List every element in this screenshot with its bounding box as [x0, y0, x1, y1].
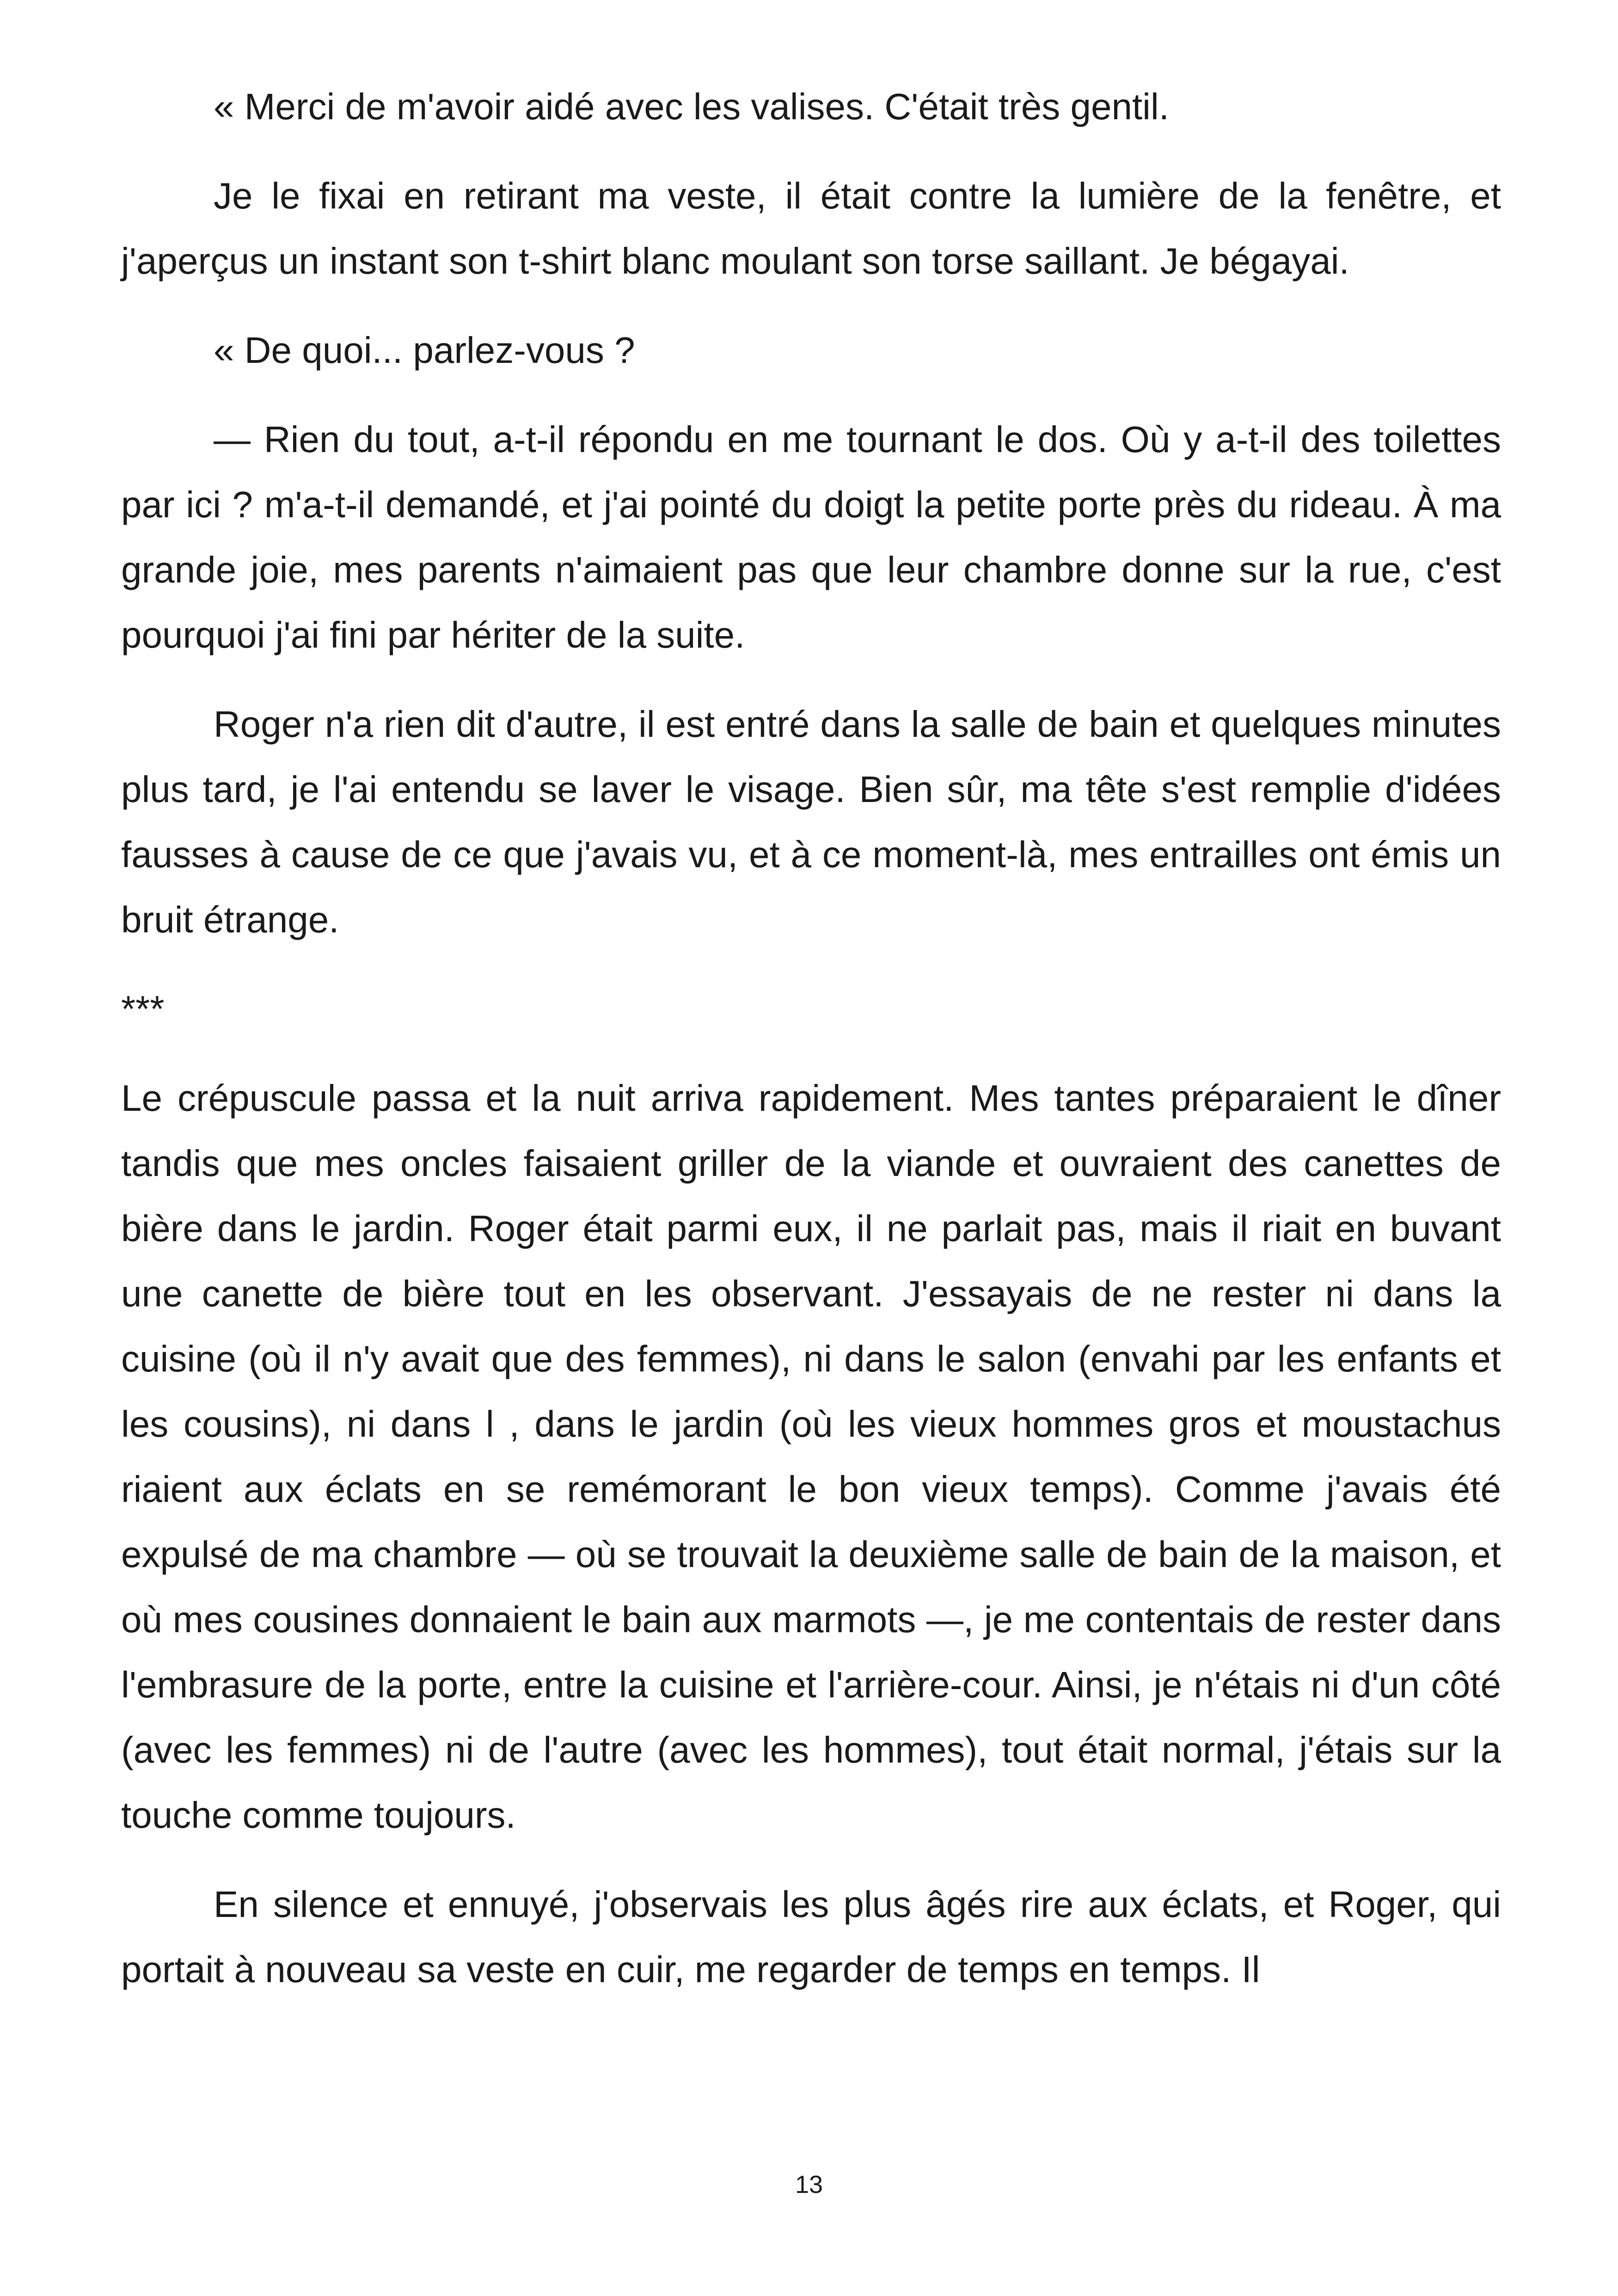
paragraph: « De quoi... parlez-vous ? [214, 330, 635, 371]
body-text [121, 74, 1501, 2026]
paragraph: Je le fixai en retirant ma veste, il était contre la lumière de la fenêtre, et j'aperçus un instant son t-shirt blanc moulant son torse saillant. Je bégayai. [121, 175, 1501, 282]
page-number: 13 [795, 2171, 823, 2198]
paragraph: Le crépuscule passa et la nuit arriva rapidement. Mes tantes préparaient le dîner tandis que mes oncles faisaient griller de la viande et ouvraient des canettes de bière dans le jardin. Roger était parmi eux, il ne parlait pas, mais il riait en buvant une canette de bière tout en les observant. J'essayais de ne rester ni dans la cuisine (où il n'y avait que des femmes), ni dans le salon (envahi par les enfants et les cousins), ni dans l , dans le jardin (où les vieux hommes gros et moustachus riaient aux éclats en se remémorant le bon vieux temps). Comme j'avais été expulsé de ma chambre — où se trouvait la deuxième salle de bain de la maison, et où mes cousines donnaient le bain aux marmots —, je me contentais de rester dans l'embrasure de la porte, entre la cuisine et l'arrière-cour. Ainsi, je n'étais ni d'un côté (avec les femmes) ni de l'autre (avec les hommes), tout était normal, j'étais sur la touche comme toujours. [121, 1078, 1501, 1836]
scene-break: *** [121, 988, 165, 1029]
paragraph: — Rien du tout, a-t-il répondu en me tournant le dos. Où y a-t-il des toilettes par ici ? m'a-t-il demandé, et j'ai pointé du doigt la petite porte près du rideau. À ma grande joie, mes parents n'aimaient pas que leur chambre donne sur la rue, c'est pourquoi j'ai fini par hériter de la suite. [121, 419, 1501, 655]
paragraph: En silence et ennuyé, j'observais les plus âgés rire aux éclats, et Roger, qui portait à nouveau sa veste en cuir, me regarder de temps en temps. Il [121, 1884, 1501, 1990]
paragraph: « Merci de m'avoir aidé avec les valises. C'était très gentil. [214, 86, 1169, 127]
paragraph: Roger n'a rien dit d'autre, il est entré dans la salle de bain et quelques minutes plus tard, je l'ai entendu se laver le visage. Bien sûr, ma tête s'est remplie d'idées fausses à cause de ce que j'avais vu, et à ce moment-là, mes entrailles ont émis un bruit étrange. [121, 704, 1501, 940]
